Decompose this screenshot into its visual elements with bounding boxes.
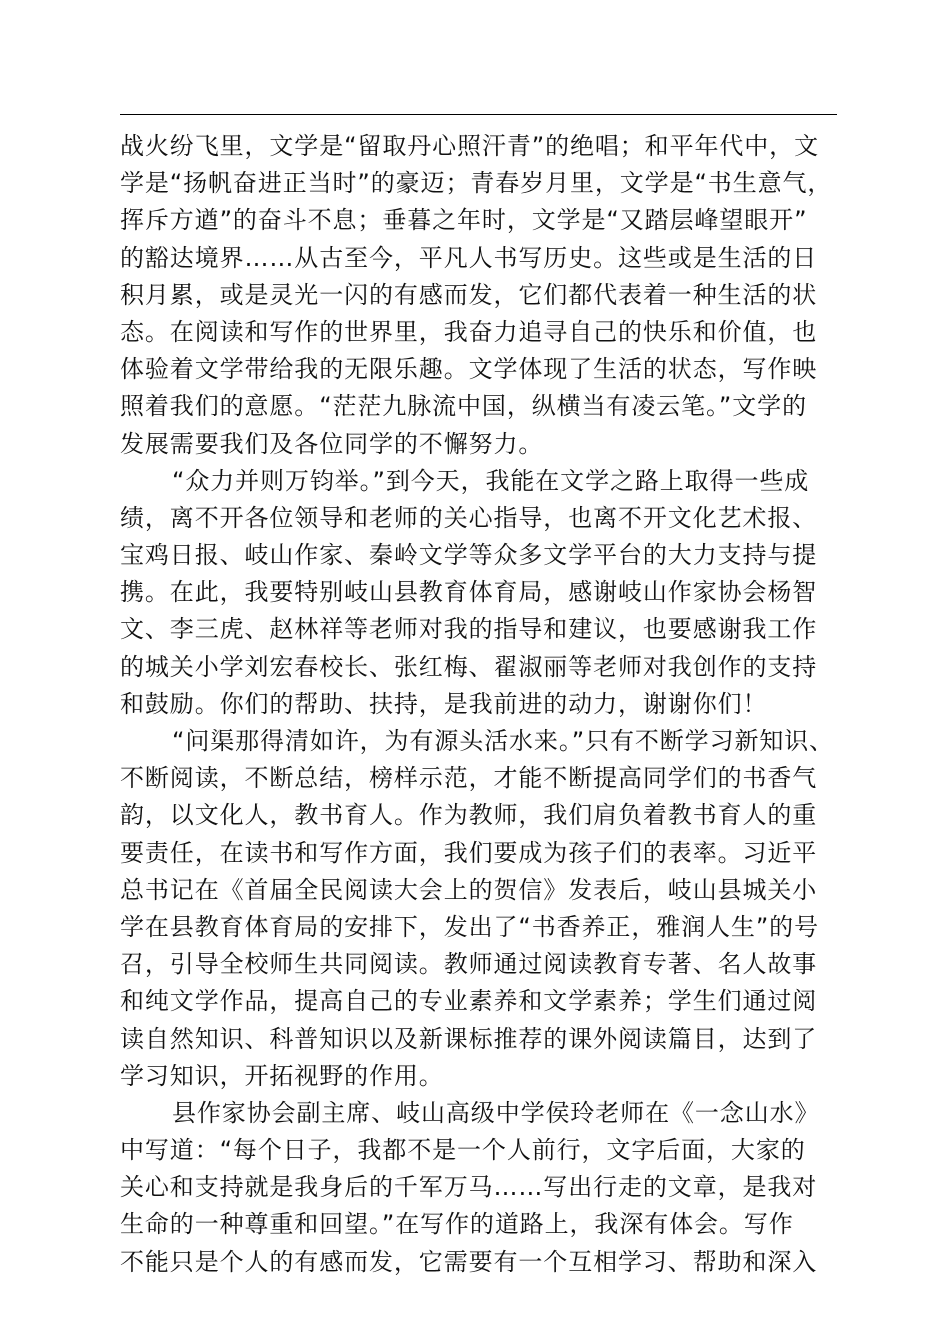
paragraph-first-line: 县作家协会副主席、岐山高级中学侯玲老师在《一念山水》 xyxy=(172,1098,820,1127)
paragraph-first-line: “问渠那得清如许，为有源头活水来。”只有不断学习新知识、 xyxy=(172,727,835,755)
text-line: 发展需要我们及各位同学的不懈努力。 xyxy=(120,429,544,458)
text-line: 积月累，或是灵光一闪的有感而发，它们都代表着一种生活的状 xyxy=(120,280,818,309)
text-line: 的城关小学刘宏春校长、张红梅、翟淑丽等老师对我创作的支持 xyxy=(120,652,818,681)
text-line: 态。在阅读和写作的世界里，我奋力追寻自己的快乐和价值，也 xyxy=(120,317,818,346)
text-line: 宝鸡日报、岐山作家、秦岭文学等众多文学平台的大力支持与提 xyxy=(120,541,818,570)
text-line: 文、李三虎、赵林祥等老师对我的指导和建议，也要感谢我工作 xyxy=(120,615,818,644)
text-line: 学习知识，开拓视野的作用。 xyxy=(120,1061,444,1090)
text-line: 挥斥方遒”的奋斗不息；垂暮之年时，文学是“又踏层峰望眼开” xyxy=(120,206,808,235)
header-rule xyxy=(120,114,837,115)
text-line: 关心和支持就是我身后的千军万马……写出行走的文章，是我对 xyxy=(120,1173,818,1202)
text-line: 召，引导全校师生共同阅读。教师通过阅读教育专著、名人故事 xyxy=(120,950,818,979)
text-line: 学在县教育体育局的安排下，发出了“书香养正，雅润人生”的号 xyxy=(120,912,819,941)
text-line: 中写道：“每个日子，我都不是一个人前行，文字后面，大家的 xyxy=(120,1136,806,1165)
text-line: 照着我们的意愿。“茫茫九脉流中国，纵横当有凌云笔。”文学的 xyxy=(120,392,807,421)
text-line: 的豁达境界……从古至今，平凡人书写历史。这些或是生活的日 xyxy=(120,243,818,272)
text-line: 体验着文学带给我的无限乐趣。文学体现了生活的状态，写作映 xyxy=(120,355,818,384)
text-line: 韵，以文化人，教书育人。作为教师，我们肩负着教书育人的重 xyxy=(120,801,818,830)
paragraph-first-line: “众力并则万钧举。”到今天，我能在文学之路上取得一些成 xyxy=(172,466,810,495)
text-line: 不断阅读，不断总结，榜样示范，才能不断提高同学们的书香气 xyxy=(120,764,818,793)
text-line: 携。在此，我要特别岐山县教育体育局，感谢岐山作家协会杨智 xyxy=(120,578,818,607)
text-line: 和纯文学作品，提高自己的专业素养和文学素养；学生们通过阅 xyxy=(120,987,818,1016)
text-line: 要责任，在读书和写作方面，我们要成为孩子们的表率。习近平 xyxy=(120,838,818,867)
text-line: 读自然知识、科普知识以及新课标推荐的课外阅读篇目，达到了 xyxy=(120,1024,818,1053)
text-line: 绩，离不开各位领导和老师的关心指导，也离不开文化艺术报、 xyxy=(120,503,818,532)
text-line: 生命的一种尊重和回望。”在写作的道路上，我深有体会。写作 xyxy=(120,1210,794,1239)
text-line: 不能只是个人的有感而发，它需要有一个互相学习、帮助和深入 xyxy=(120,1247,818,1276)
text-line: 总书记在《首届全民阅读大会上的贺信》发表后，岐山县城关小 xyxy=(120,875,818,904)
text-line: 战火纷飞里，文学是“留取丹心照汗青”的绝唱；和平年代中，文 xyxy=(120,132,819,160)
text-line: 学是“扬帆奋进正当时”的豪迈；青春岁月里，文学是“书生意气， xyxy=(120,169,833,198)
body-text xyxy=(120,128,848,1281)
text-line: 和鼓励。你们的帮助、扶持，是我前进的动力，谢谢你们！ xyxy=(120,689,768,718)
